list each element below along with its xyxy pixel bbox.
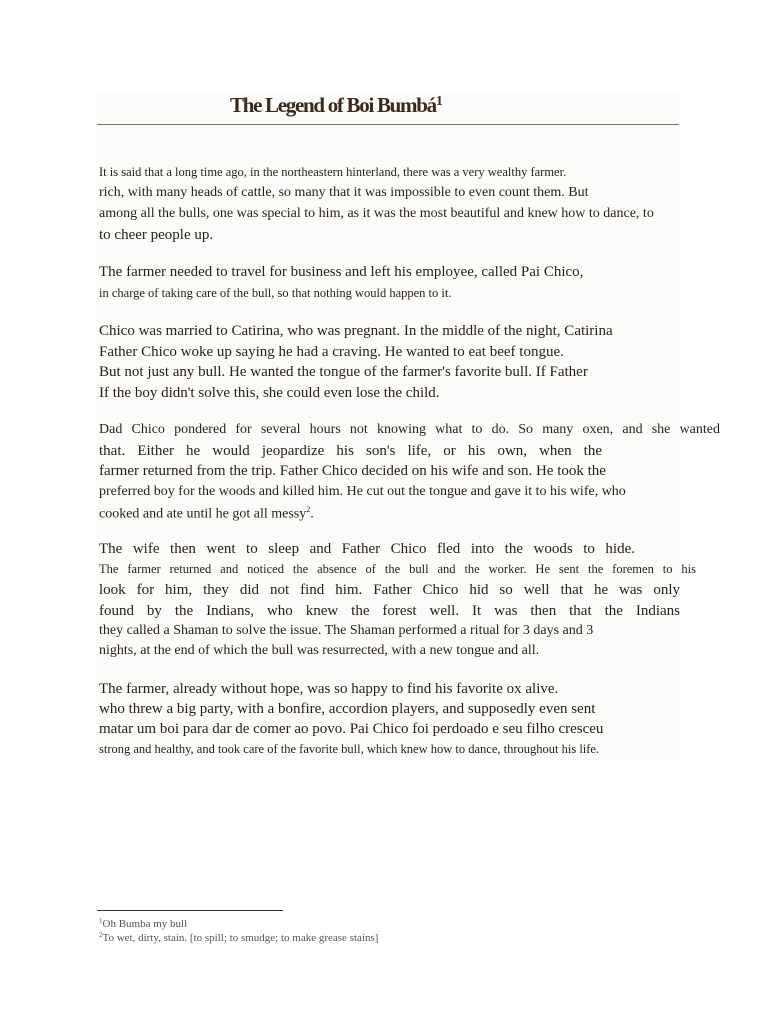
paragraph-3-line-2: Father Chico woke up saying he had a craving. He wanted to eat beef tongue. [99,344,564,360]
paragraph-2-line-1: The farmer needed to travel for business and left his employee, called Pai Chico, [99,264,584,280]
paragraph-6-line-2: who threw a big party, with a bonfire, accordion players, and supposedly even sent [99,701,596,717]
paragraph-4-line-4: preferred boy for the woods and killed him. He cut out the tongue and gave it to his wife, who [99,484,626,499]
title-rule [97,124,679,125]
footnote-separator [97,910,283,911]
footnote-2 [99,931,378,944]
paragraph-1-line-2: rich, with many heads of cattle, so many that it was impossible to even count them. But [99,185,589,200]
title-text: The Legend of Boi Bumbá [230,93,436,117]
paragraph-4-line-2: that. Either he would jeopardize his son's life, or his own, when the [99,443,602,459]
paragraph-6-line-3: matar um boi para dar de comer ao povo. Pai Chico foi perdoado e seu filho cresceu [99,721,604,737]
paragraph-4-line-5-tail: . [310,506,314,522]
paragraph-1-line-4: to cheer people up. [99,227,214,243]
paragraph-5-line-5: they called a Shaman to solve the issue. The Shaman performed a ritual for 3 days and 3 [99,623,594,638]
paragraph-4-line-5 [99,505,314,523]
footnote-1 [99,917,187,930]
paragraph-2-line-2: in charge of taking care of the bull, so that nothing would happen to it. [99,286,452,300]
paragraph-4-line-5-text: cooked and ate until he got all messy [99,506,307,522]
paragraph-6-line-4: strong and healthy, and took care of the favorite bull, which knew how to dance, throughout his life. [99,742,600,756]
footnote-2-text: To wet, dirty, stain. [to spill; to smudge; to make grease stains] [102,932,379,944]
document-title [230,93,443,118]
paragraph-3-line-4: If the boy didn't solve this, she could even lose the child. [99,385,440,401]
footnote-ref-2: 2 [306,505,311,514]
paragraph-5-line-1: The wife then went to sleep and Father Chico fled into the woods to hide. [99,541,635,557]
footnote-2-mark: 2 [99,931,103,939]
paragraph-6-line-1: The farmer, already without hope, was so happy to find his favorite ox alive. [99,681,559,697]
paragraph-5-line-2: The farmer returned and noticed the absence of the bull and the worker. He sent the foremen to his [99,562,696,576]
footnote-1-mark: 1 [99,917,103,925]
paragraph-5-line-4: found by the Indians, who knew the forest well. It was then that the Indians [99,603,680,619]
paragraph-3-line-1: Chico was married to Catirina, who was pregnant. In the middle of the night, Catirina [99,323,613,339]
paragraph-3-line-3: But not just any bull. He wanted the tongue of the farmer's favorite bull. If Father [99,364,588,380]
title-footnote-ref: 1 [435,94,443,109]
footnote-1-text: Oh Bumba my bull [102,918,188,930]
paragraph-5-line-6: nights, at the end of which the bull was resurrected, with a new tongue and all. [99,643,540,658]
paragraph-4-line-1: Dad Chico pondered for several hours not knowing what to do. So many oxen, and she wanted [99,422,720,437]
paragraph-1-line-1: It is said that a long time ago, in the northeastern hinterland, there was a very wealthy farmer. [99,165,567,179]
paragraph-5-line-3: look for him, they did not find him. Father Chico hid so well that he was only [99,582,680,598]
paragraph-4-line-3: farmer returned from the trip. Father Chico decided on his wife and son. He took the [99,463,606,479]
paragraph-1-line-3: among all the bulls, one was special to him, as it was the most beautiful and knew how to dance, to [99,206,654,221]
